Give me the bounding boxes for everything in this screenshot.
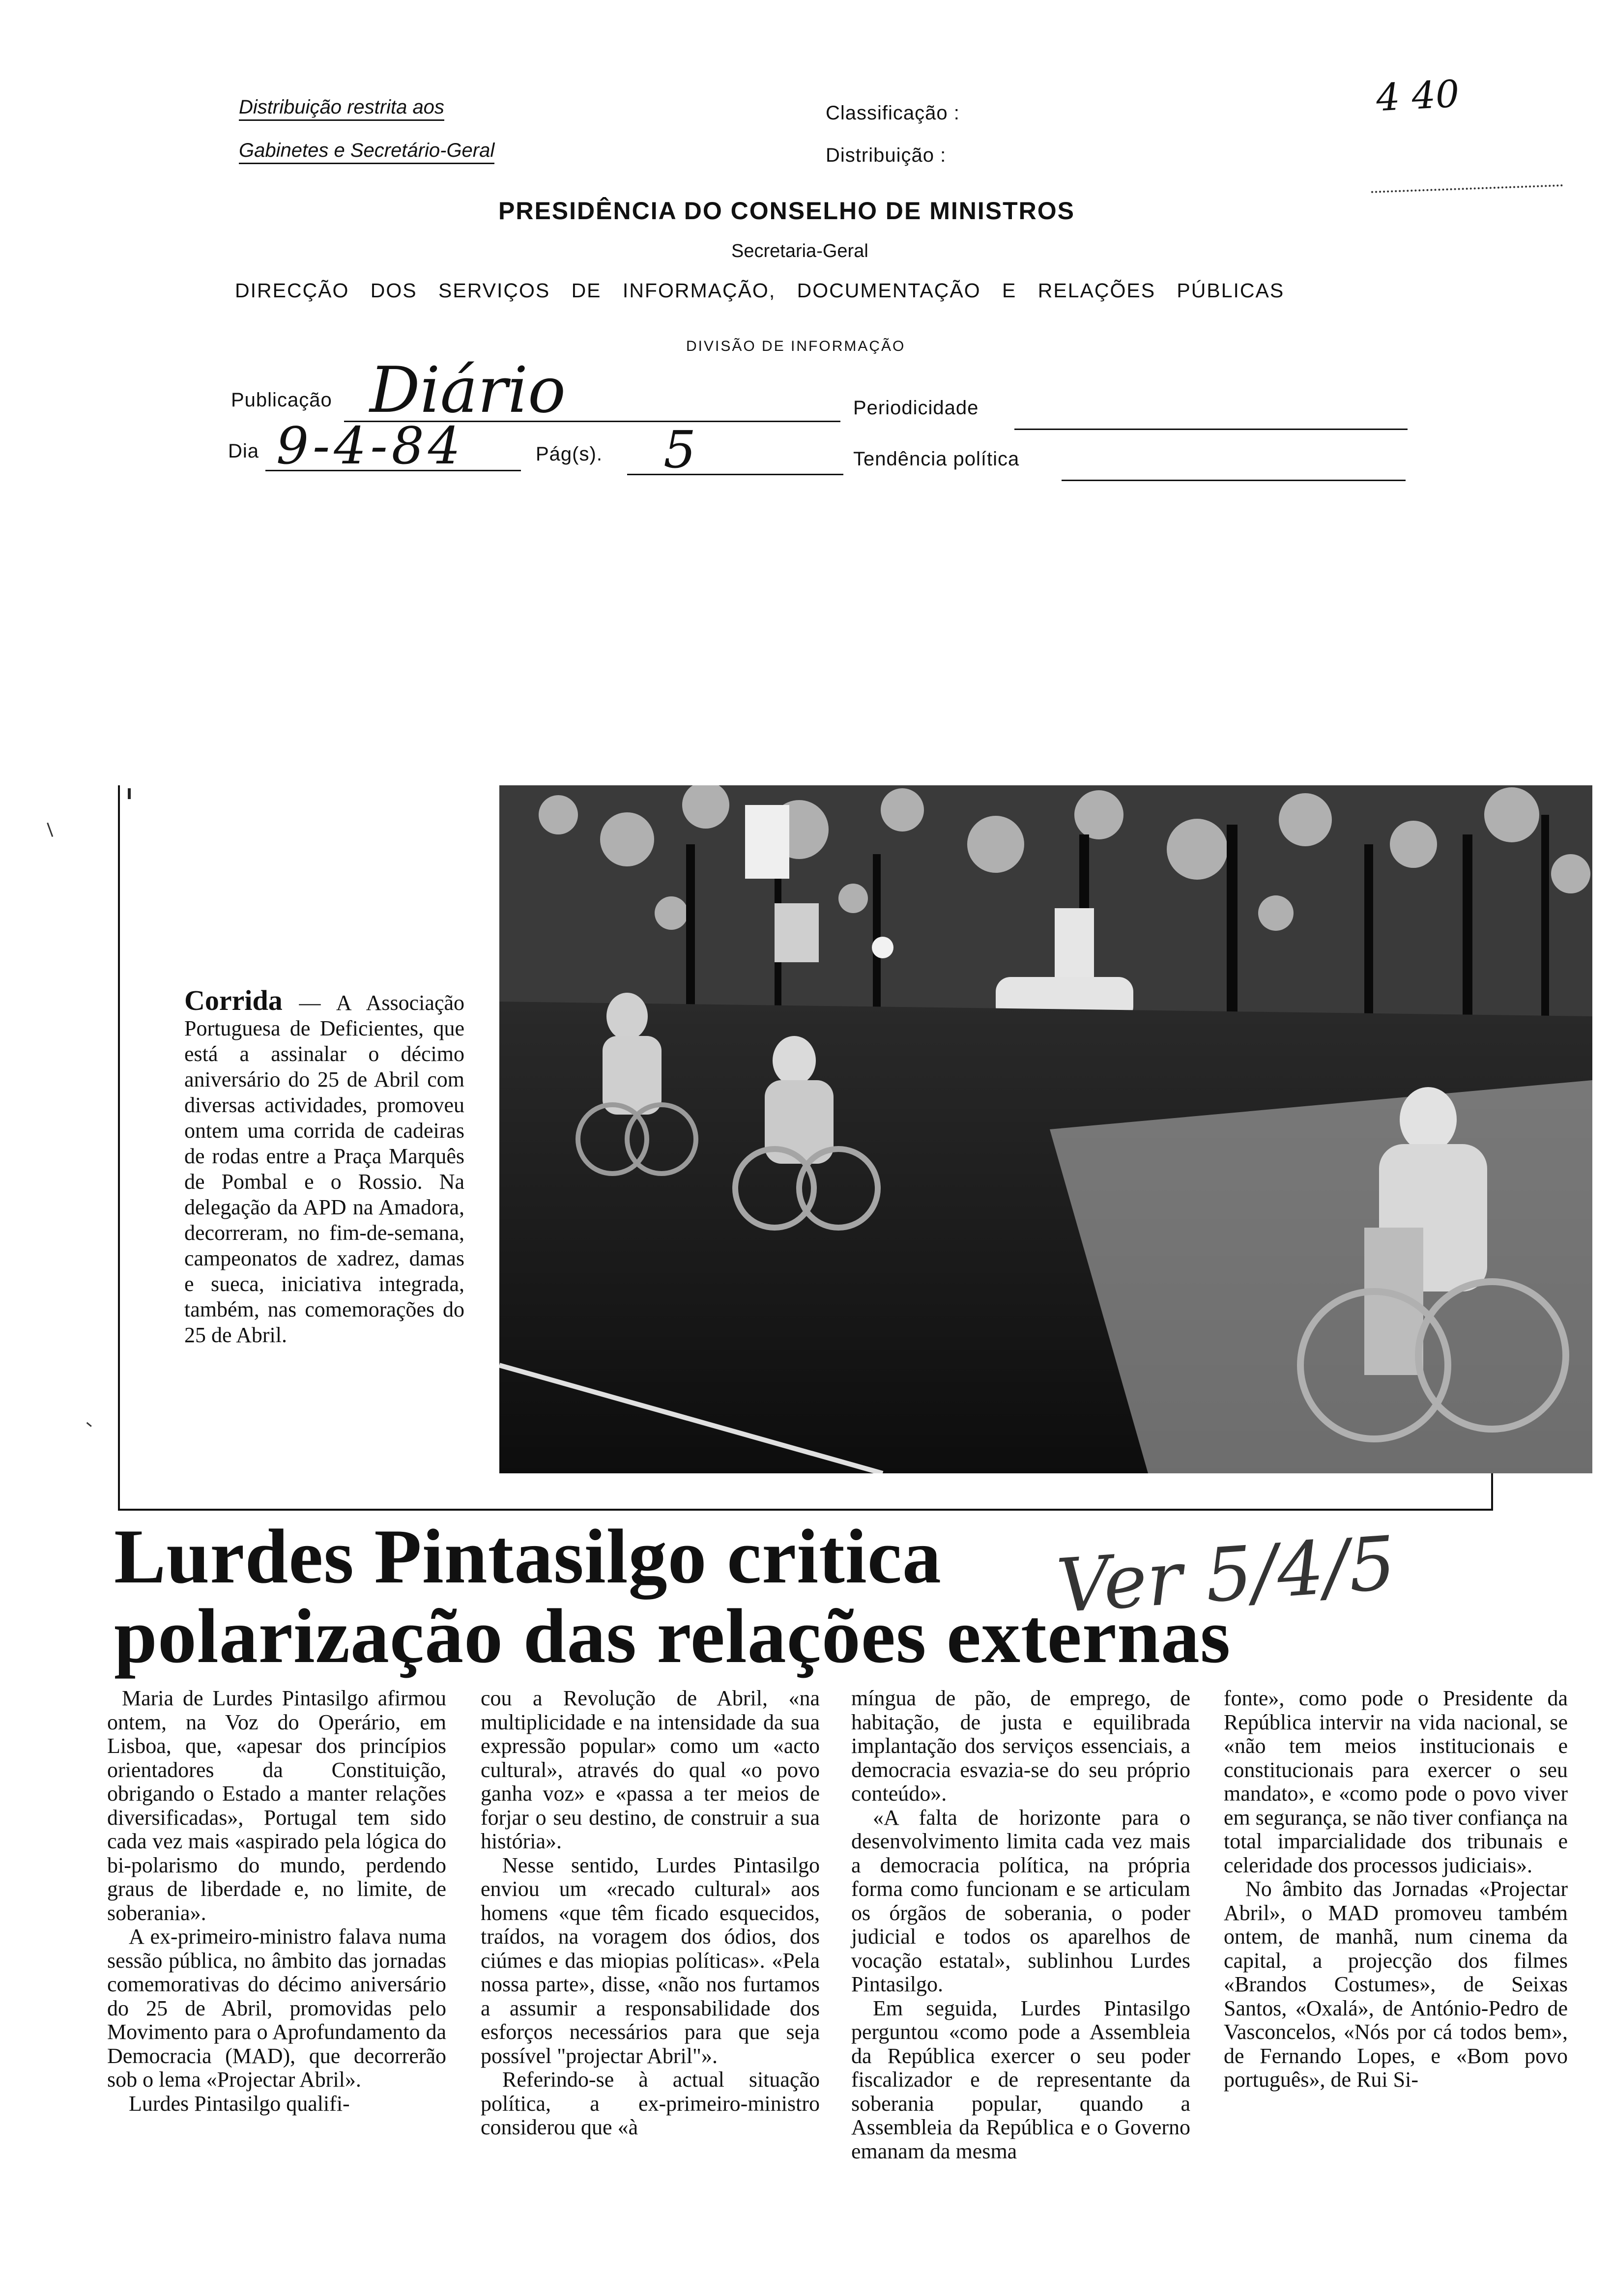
caption-text: — A Associação Portuguesa de Deficientes, que está a assinalar o décimo aniversário do 25 de Abril com diversas actividades, promoveu ontem uma corrida de cadeiras de rodas entre a Praça Marquês de Pombal e o Rossio. Na delegação da APD na Amadora, decorreram, no fim-de-semana, campeonatos de xadrez, damas e sueca, iniciativa integrada, também, nas comemorações do 25 de Abril. xyxy=(184,991,464,1347)
distribuicao-label: Distribuição : xyxy=(826,144,947,166)
pags-label: Pág(s). xyxy=(536,443,603,465)
divisao-title: DIVISÃO DE INFORMAÇÃO xyxy=(686,338,906,354)
margin-mark xyxy=(47,821,57,837)
paragraph: Em seguida, Lurdes Pintasilgo perguntou «como pode a Assembleia da República exercer o seu poder fiscalizador e de representante da soberania popular, quando a Assembleia da República e o Governo emanam da mesma xyxy=(851,1996,1190,2163)
headline-line-1: Lurdes Pintasilgo critica xyxy=(114,1514,942,1600)
tendencia-label: Tendência política xyxy=(853,448,1020,470)
publicacao-label: Publicação xyxy=(231,389,332,411)
presidencia-title: PRESIDÊNCIA DO CONSELHO DE MINISTROS xyxy=(498,197,1075,225)
paragraph: A ex-primeiro-ministro falava numa sessão pública, no âmbito das jornadas comemorativas do décimo aniversário do 25 de Abril, promovidas pelo Movimento para o Aprofundamento da Democracia (MAD), que decorrerão sob o lema «Projectar Abril». xyxy=(107,1924,446,2092)
clipping-corner-mark xyxy=(128,788,131,799)
classificacao-label: Classificação : xyxy=(826,102,960,124)
restricted-line-2: Gabinetes e Secretário-Geral xyxy=(239,140,494,164)
handwritten-note: Ver 5/4/5 xyxy=(1054,1521,1399,1630)
publicacao-value: Diário xyxy=(370,354,566,427)
photo-wheelchair-race xyxy=(499,785,1592,1473)
photo-caption xyxy=(184,984,464,1348)
restricted-line-1: Distribuição restrita aos xyxy=(239,96,444,121)
paragraph: cou a Revolução de Abril, «na multiplicidade e na intensidade da sua expressão popular» como um «acto cultural», através do qual «o povo ganha voz» e «passa a ter meios de forjar o seu destino, de construir a sua história». xyxy=(481,1686,820,1853)
article-column-2 xyxy=(481,1687,820,2140)
paragraph: Maria de Lurdes Pintasilgo afirmou ontem, na Voz do Operário, em Lisboa, que, «apesar dos princípios orientadores da Constituição, obrigando o Estado a manter relações diversificadas», Portugal tem sido cada vez mais «aspirado pela lógica do bi-polarismo do mundo, perdendo graus de liberdade e, no limite, de soberania». xyxy=(107,1686,446,1925)
handwritten-mark xyxy=(1371,184,1563,195)
periodicidade-field xyxy=(1014,401,1408,430)
caption-lead: Corrida xyxy=(184,984,283,1016)
pags-value: 5 xyxy=(663,420,696,480)
photo-scene xyxy=(499,785,1592,1473)
tendencia-field xyxy=(1062,452,1406,481)
dia-label: Dia xyxy=(228,440,259,462)
article-column-3 xyxy=(851,1687,1190,2163)
paragraph: «A falta de horizonte para o desenvolvimento limita cada vez mais a democracia política, na própria forma como funcionam e se articulam os órgãos de soberania, o poder judicial e todos os aparelhos de vocação estatal», sublinhou Lurdes Pintasilgo. xyxy=(851,1805,1190,1996)
handwritten-reference: 4 40 xyxy=(1375,71,1461,120)
secretaria-title: Secretaria-Geral xyxy=(731,241,868,261)
paragraph: míngua de pão, de emprego, de habitação, de justa e equilibrada implantação dos serviços essenciais, a democracia esvazia-se do seu próprio conteúdo». xyxy=(851,1686,1190,1806)
paragraph: Nesse sentido, Lurdes Pintasilgo enviou um «recado cultural» aos homens «que têm ficado esquecidos, traídos, na voragem dos ódios, dos ciúmes e das miopias políticas». «Pela nossa parte», disse, «não nos furtamos a assumir a responsabilidade dos esforços necessários para que seja possível "projectar Abril"». xyxy=(481,1853,820,2068)
headline-line-2: polarização das relações externas xyxy=(114,1593,1231,1679)
paragraph: No âmbito das Jornadas «Projectar Abril», o MAD promoveu também ontem, de manhã, num cinema da capital, a projecção dos filmes «Brandos Costumes», de Seixas Santos, «Oxalá», de António-Pedro de Vasconcelos, «Nós por cá todos bem», de Fernando Lopes, e «Bom povo português», de Rui Si- xyxy=(1224,1877,1568,2092)
article-column-1 xyxy=(107,1687,446,2116)
margin-mark xyxy=(83,1422,92,1431)
pags-field xyxy=(627,446,843,475)
dia-value: 9-4-84 xyxy=(276,416,464,476)
periodicidade-label: Periodicidade xyxy=(853,397,979,419)
direccao-title: DIRECÇÃO DOS SERVIÇOS DE INFORMAÇÃO, DOCUMENTAÇÃO E RELAÇÕES PÚBLICAS xyxy=(235,279,1285,302)
paragraph: fonte», como pode o Presidente da República intervir na vida nacional, se «não tem meios institucionais e constitucionais para exercer o seu mandato», e «como pode o povo viver em segurança, se não tiver confiança na total imparcialidade dos tribunais e celeridade dos processos judiciais». xyxy=(1224,1686,1568,1877)
paragraph: Referindo-se à actual situação política, a ex-primeiro-ministro considerou que «à xyxy=(481,2067,820,2139)
paragraph: Lurdes Pintasilgo qualifi- xyxy=(129,2091,350,2116)
article-column-4 xyxy=(1224,1687,1568,2092)
